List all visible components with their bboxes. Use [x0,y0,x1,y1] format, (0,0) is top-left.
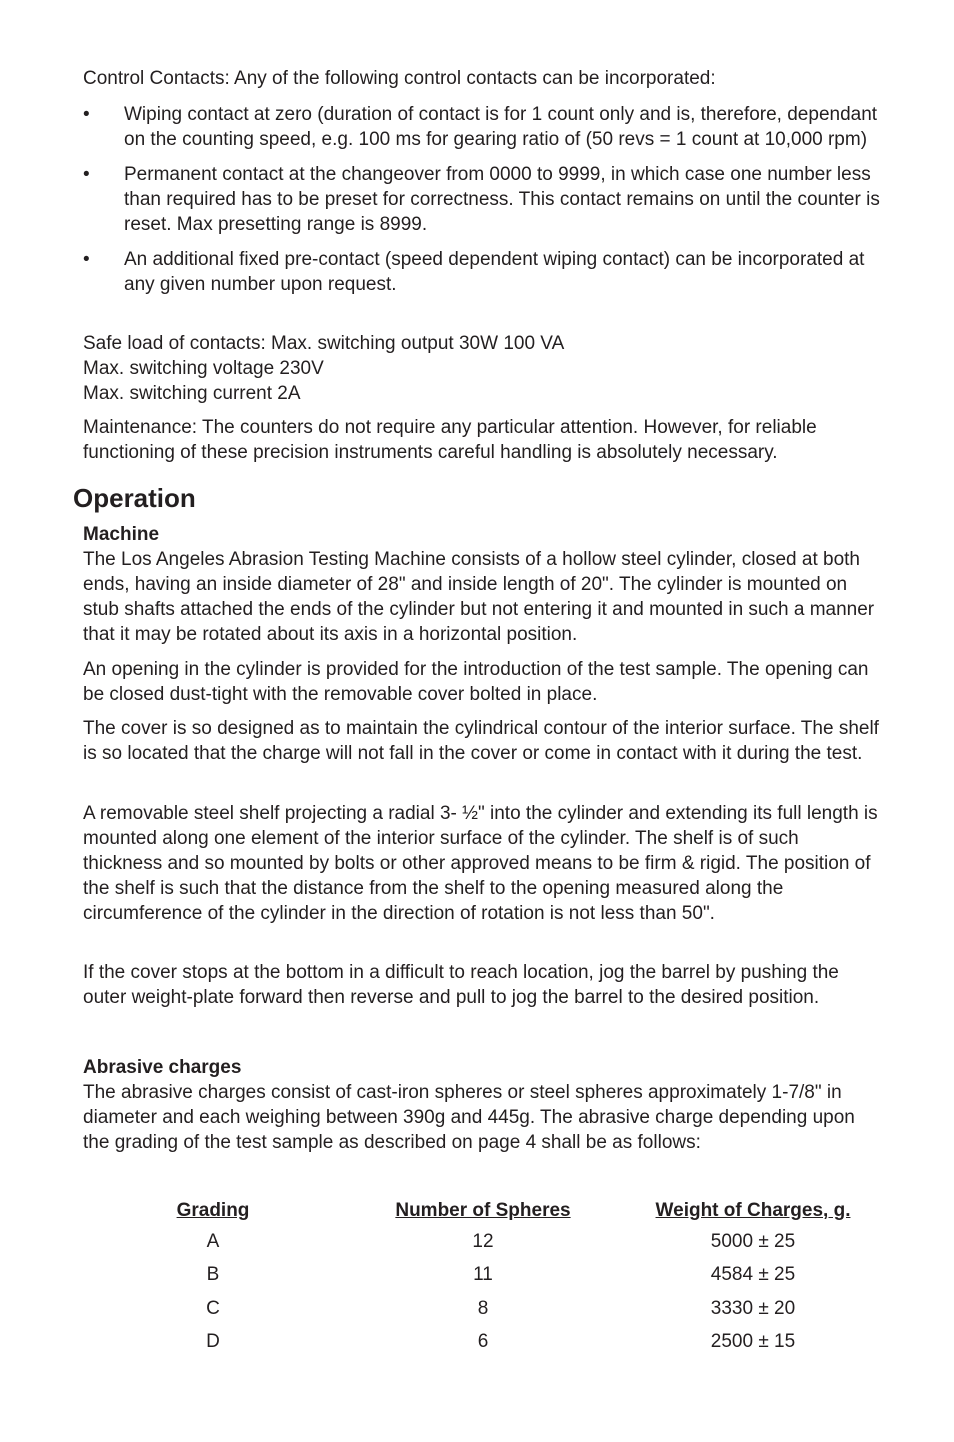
machine-paragraph: The Los Angeles Abrasion Testing Machine consists of a hollow steel cylinder, closed at both ends, having an inside diameter of 28" and inside length of 20". The cylinder is mounted on stub shafts attached the ends of the cylinder but not entering it and mounted in such a manner that it may be rotated about its axis in a horizontal position. [83,549,875,645]
jog-paragraph: If the cover stops at the bottom in a difficult to reach location, jog the barrel by pushing the outer weight-plate forward then reverse and pull to jog the barrel to the desired position. [83,962,839,1008]
abrasive-paragraph: The abrasive charges consist of cast-iron spheres or steel spheres approximately 1-7/8" in diameter and each weighing between 390g and 445g. The abrasive charge depending upon the grading of the test sample as described on page 4 shall be as follows: [83,1082,855,1153]
control-contacts-intro: Control Contacts: Any of the following control contacts can be incorporated: [83,68,716,89]
list-item [83,162,883,237]
list-item-text: An additional fixed pre-contact (speed dependent wiping contact) can be incorporated at any given number upon request. [124,249,865,295]
grading-cell: B [206,1264,220,1286]
table-header-row [83,1197,883,1225]
spheres-cell: 11 [473,1264,493,1286]
switching-current-line: Max. switching current 2A [83,383,301,404]
opening-paragraph: An opening in the cylinder is provided for the introduction of the test sample. The opening can be closed dust-tight with the removable cover bolted in place. [83,659,869,705]
abrasive-section [83,1055,883,1155]
charges-table [83,1197,883,1359]
bullet-icon: • [83,104,90,125]
weight-cell: 5000 ± 25 [710,1230,796,1252]
bullet-icon: • [83,249,90,270]
spheres-cell: 12 [472,1230,494,1252]
header-grading: Grading [176,1200,250,1221]
header-weight-of-charges: Weight of Charges, g. [655,1200,851,1221]
weight-cell: 2500 ± 15 [710,1331,796,1353]
list-item-text: Permanent contact at the changeover from 0000 to 9999, in which case one number less than required has to be preset for correctness. This contact remains on until the counter is reset. Max presetting range is 8999. [124,164,880,235]
list-item-text: Wiping contact at zero (duration of contact is for 1 count only and is, therefore, dependant on the counting speed, e.g. 100 ms for gearing ratio of (50 revs = 1 count at 10,000 rpm) [124,104,878,150]
safe-load-line: Safe load of contacts: Max. switching output 30W 100 VA [83,333,565,354]
switching-voltage-line: Max. switching voltage 230V [83,358,324,379]
cover-paragraph: The cover is so designed as to maintain the cylindrical contour of the interior surface. The shelf is so located that the charge will not fall in the cover or come in contact with it during the test. [83,718,879,764]
spheres-cell: 8 [477,1297,489,1319]
table-row [83,1259,883,1293]
maintenance-paragraph: Maintenance: The counters do not require any particular attention. However, for reliable functioning of these precision instruments careful handling is absolutely necessary. [83,417,817,463]
grading-cell: C [206,1297,220,1319]
machine-section [83,522,883,647]
grading-cell: A [206,1230,220,1252]
table-row [83,1292,883,1326]
list-item [83,102,883,152]
safe-load-block [83,331,883,406]
spheres-cell: 6 [477,1331,489,1353]
machine-heading: Machine [83,524,160,545]
table-row [83,1225,883,1259]
operation-heading: Operation [73,483,196,513]
bullet-icon: • [83,164,90,185]
shelf-paragraph: A removable steel shelf projecting a radial 3- ½" into the cylinder and extending its full length is mounted along one element of the interior surface of the cylinder. The shelf is of such thickness and so mounted by bolts or other approved means to be firm & rigid. The position of the shelf is such that the distance from the shelf to the opening measured along the circumference of the cylinder in the direction of rotation is not less than 50". [83,803,878,924]
table-row [83,1326,883,1360]
weight-cell: 4584 ± 25 [710,1264,796,1286]
control-contacts-list [83,102,883,307]
weight-cell: 3330 ± 20 [710,1297,796,1319]
abrasive-heading: Abrasive charges [83,1057,242,1078]
list-item [83,247,883,297]
header-number-of-spheres: Number of Spheres [395,1200,571,1221]
grading-cell: D [206,1331,220,1353]
